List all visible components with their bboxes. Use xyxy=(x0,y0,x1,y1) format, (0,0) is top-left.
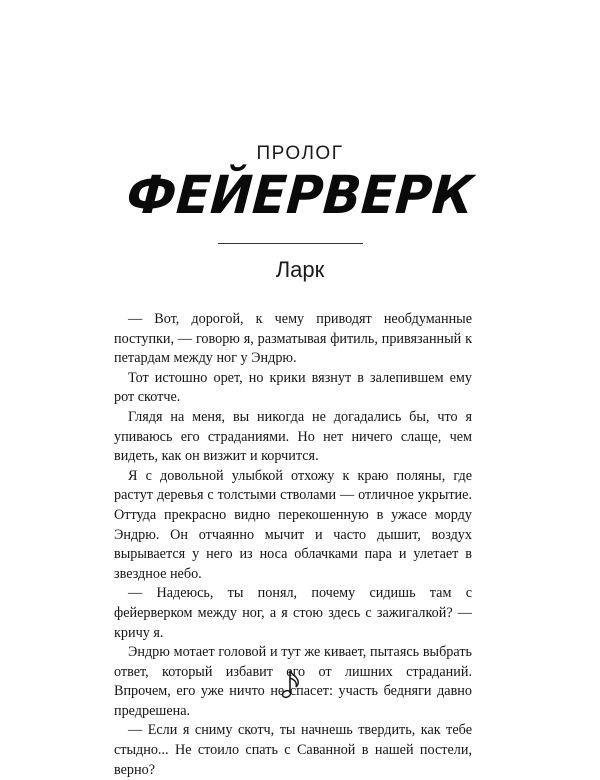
paragraph: Тот истошно орет, но крики вязнут в залепившем ему рот скотче. xyxy=(114,369,472,406)
paragraph: — Если я сниму скотч, ты начнешь твердить, как тебе стыдно... Не стоило спать с Саванной в нашей постели, верно? xyxy=(114,722,472,778)
paragraph: — Вот, дорогой, к чему приводят необдуманные поступки, — говорю я, разматывая фитиль, привязанный к петардам между ног у Эндрю. xyxy=(114,311,472,367)
paragraph: Я с довольной улыбкой отхожу к краю поляны, где растут деревья с толстыми стволами — отличное укрытие. Оттуда прекрасно видно перекошенную в ужасе морду Эндрю. Он отчаянно мычит и часто дышит, воздух вырывается у него из носа облачками пара и улетает в звездное небо. xyxy=(114,467,472,582)
pov-character-name: Ларк xyxy=(275,257,325,282)
paragraph: Эндрю мотает головой и тут же кивает, пытаясь выбрать ответ, который избавит его от лишних страданий. Впрочем, его уже ничто не спасет: участь бедняги давно предрешена. xyxy=(114,644,472,719)
paragraph: Глядя на меня, вы никогда не догадались бы, что я упиваюсь его страданиями. Но нет ничего слаще, чем видеть, как он визжит и корчится. xyxy=(114,408,472,465)
body-text xyxy=(114,310,472,780)
paragraph: — Надеюсь, ты понял, почему сидишь там с фейерверком между ног, а я стою здесь с зажигалкой? — кричу я. xyxy=(114,585,472,641)
title-divider xyxy=(218,243,363,244)
music-note-icon xyxy=(279,668,303,702)
chapter-label: ПРОЛОГ xyxy=(256,143,344,164)
chapter-title: ФЕЙЕРВЕРК xyxy=(124,164,476,226)
